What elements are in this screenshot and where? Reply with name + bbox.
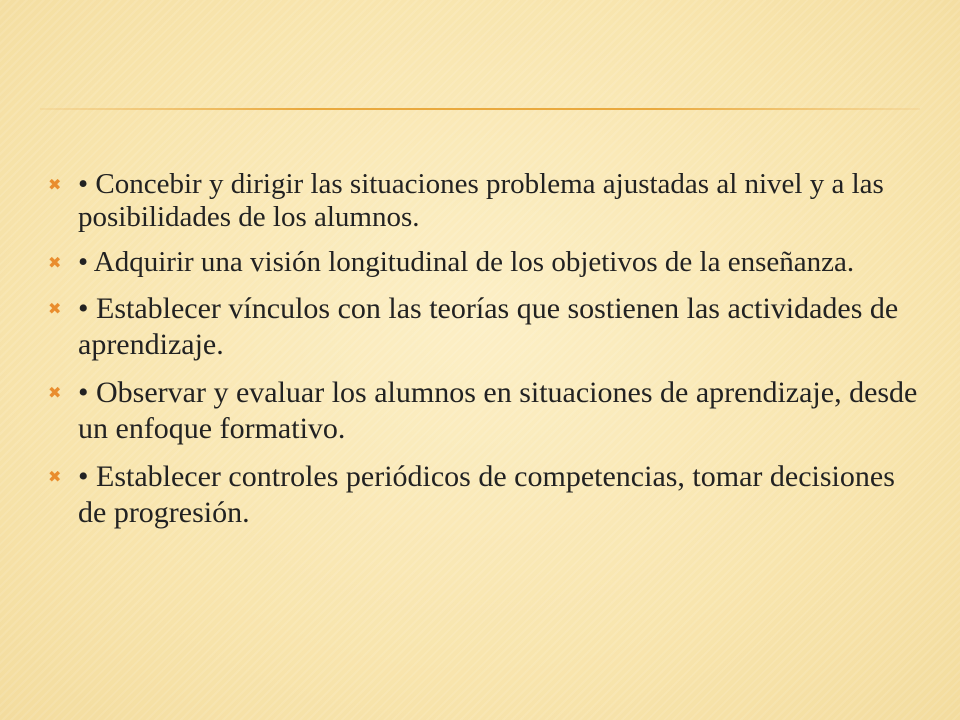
list-item: [48, 291, 920, 363]
x-mark-icon: ✖: [48, 253, 62, 272]
list-item-text: • Observar y evaluar los alumnos en situaciones de aprendizaje, desde un enfoque formativo.: [78, 376, 918, 445]
x-mark-icon: ✖: [48, 299, 62, 318]
list-item-text: • Establecer vínculos con las teorías que sostienen las actividades de aprendizaje.: [78, 292, 899, 361]
list-item: [48, 459, 920, 531]
title-divider: [40, 108, 920, 110]
list-item-text: • Adquirir una visión longitudinal de los objetivos de la enseñanza.: [78, 246, 855, 278]
list-item: [48, 246, 920, 279]
bullet-list: [48, 168, 920, 543]
list-item: [48, 375, 920, 447]
list-item-text: • Establecer controles periódicos de competencias, tomar decisiones de progresión.: [78, 460, 895, 529]
x-mark-icon: ✖: [48, 175, 62, 194]
list-item: [48, 168, 920, 234]
x-mark-icon: ✖: [48, 467, 62, 486]
x-mark-icon: ✖: [48, 383, 62, 402]
list-item-text: • Concebir y dirigir las situaciones problema ajustadas al nivel y a las posibilidades de los alumnos.: [78, 168, 884, 233]
